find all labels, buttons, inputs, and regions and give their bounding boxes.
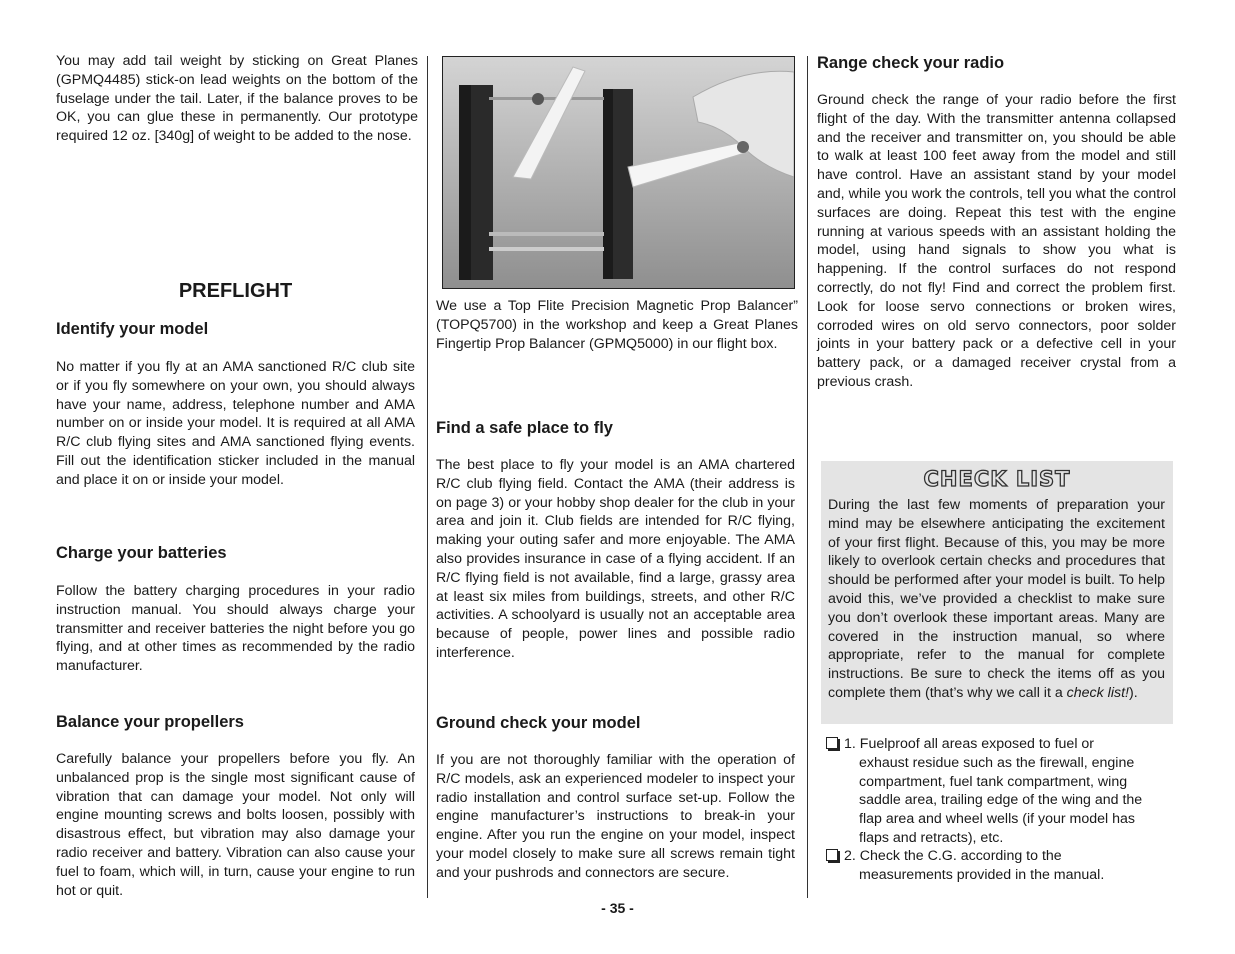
checklist-title: CHECK LIST (923, 467, 1071, 491)
item-line: flap area and wheel wells (if your model has (859, 811, 1136, 828)
item-line: measurements provided in the manual. (859, 866, 1105, 883)
checklist-intro: During the last few moments of preparation your mind may be elsewhere anticipating the excitement of your first flight. Because of this, you may be more likely to overlook certain checks and procedures that should be performed after your model is built. To help avoid this, we’ve provided a checklist to make sure you don’t overlook these important areas. Many are covered in the instruction manual, so where appropriate, refer to the manual for complete instructions. Be sure to check the items off as you complete them (that’s why we call it a check list!). (828, 497, 1165, 701)
ground-check-heading: Ground check your model (436, 714, 641, 732)
checklist-item-2[interactable] (826, 847, 1178, 885)
item-line: flaps and retracts), etc. (859, 829, 1004, 846)
ground-check-paragraph: If you are not thoroughly familiar with the operation of R/C models, ask an experienced modeler to inspect your radio installation and control surface set-up. Follow the engine manufacturer’s instructions to break-in your engine. After you run the engine on your model, inspect your model closely to make sure all screws remain tight and your pushrods and connectors are secure. (436, 752, 795, 881)
item-number: 2. (844, 848, 856, 864)
range-check-heading: Range check your radio (817, 54, 1005, 72)
checklist-item-1[interactable] (826, 735, 1178, 848)
item-line: saddle area, trailing edge of the wing and the (859, 792, 1143, 809)
safe-place-paragraph: The best place to fly your model is an AMA chartered R/C club flying field. Contact the AMA (their address is on page 3) or your hobby shop dealer for the club in your area and join it. Club fields are intended for R/C flying, making your outing safer and more enjoyable. The AMA also provides insurance in case of a flying accident. If an R/C flying field is not available, find a large, grassy area at least six miles from buildings, streets, and other R/C activities. A schoolyard is usually not an acceptable area because of people, power lines and possible radio interference. (436, 457, 795, 661)
checkbox-icon[interactable] (826, 737, 838, 749)
item-text: Check the C.G. according to the (859, 848, 1062, 864)
identify-paragraph: No matter if you fly at an AMA sanctioned R/C club site or if you fly somewhere on your own, you should always have your name, address, telephone number and AMA number on or inside your model. It is required at all AMA R/C club flying sites and AMA sanctioned flying events. Fill out the identification sticker included in the manual and place it on or inside your model. (56, 359, 415, 488)
item-line: compartment, fuel tank compartment, wing (859, 773, 1128, 790)
column-divider-right (807, 56, 808, 898)
tail-weight-paragraph: You may add tail weight by sticking on Great Planes (GPMQ4485) stick-on lead weights on the bottom of the fuselage under the tail. Later, if the balance proves to be OK, you can glue these in permanently. Our prototype required 12 oz. [340g] of weight to be added to the nose. (56, 53, 418, 145)
prop-balancer-photo (442, 56, 795, 289)
section-title-preflight: PREFLIGHT (178, 280, 293, 302)
page-number: - 35 - (601, 900, 634, 916)
balance-paragraph: Carefully balance your propellers before you fly. An unbalanced prop is the single most significant cause of vibration that can damage your model. Not only will engine mounting screws and bolts loosen, possibly with disastrous effect, but vibration may also damage your radio receiver and battery. Vibration can also cause your fuel to foam, which will, in turn, cause your engine to run hot or quit. (56, 751, 415, 899)
item-line: exhaust residue such as the firewall, engine (859, 754, 1135, 771)
column-divider-left (427, 56, 428, 898)
checklist-panel (821, 461, 1173, 724)
charge-heading: Charge your batteries (56, 544, 227, 562)
prop-balancer-illustration (443, 57, 794, 288)
range-check-paragraph: Ground check the range of your radio before the first flight of the day. With the transmitter antenna collapsed and the receiver and transmitter on, you should be able to walk at least 100 feet away from the model and still have control. Have an assistant stand by your model and, while you work the controls, tell you what the control surfaces are doing. Repeat this test with the engine running at various speeds with an assistant holding the model, using hand signals to show you what is happening. If the control surfaces do not respond correctly, do not fly! Find and correct the problem first. Look for loose servo connections or broken wires, corroded wires on old servo connectors, poor solder joints in your battery pack or a defective cell in your battery pack, or a damaged receiver crystal from a previous crash. (817, 92, 1176, 390)
charge-paragraph: Follow the battery charging procedures in your radio instruction manual. You should always charge your transmitter and receiver batteries the night before you go flying, and at other times as recommended by the radio manufacturer. (56, 583, 415, 675)
safe-place-heading: Find a safe place to fly (436, 419, 613, 437)
balance-heading: Balance your propellers (56, 713, 244, 731)
photo-caption: We use a Top Flite Precision Magnetic Prop Balancer” (TOPQ5700) in the workshop and keep a Great Planes Fingertip Prop Balancer (GPMQ5000) in our flight box. (436, 298, 798, 352)
item-number: 1. (844, 736, 856, 752)
identify-heading: Identify your model (56, 320, 209, 338)
item-text: Fuelproof all areas exposed to fuel or (859, 736, 1095, 752)
checkbox-icon[interactable] (826, 849, 838, 861)
